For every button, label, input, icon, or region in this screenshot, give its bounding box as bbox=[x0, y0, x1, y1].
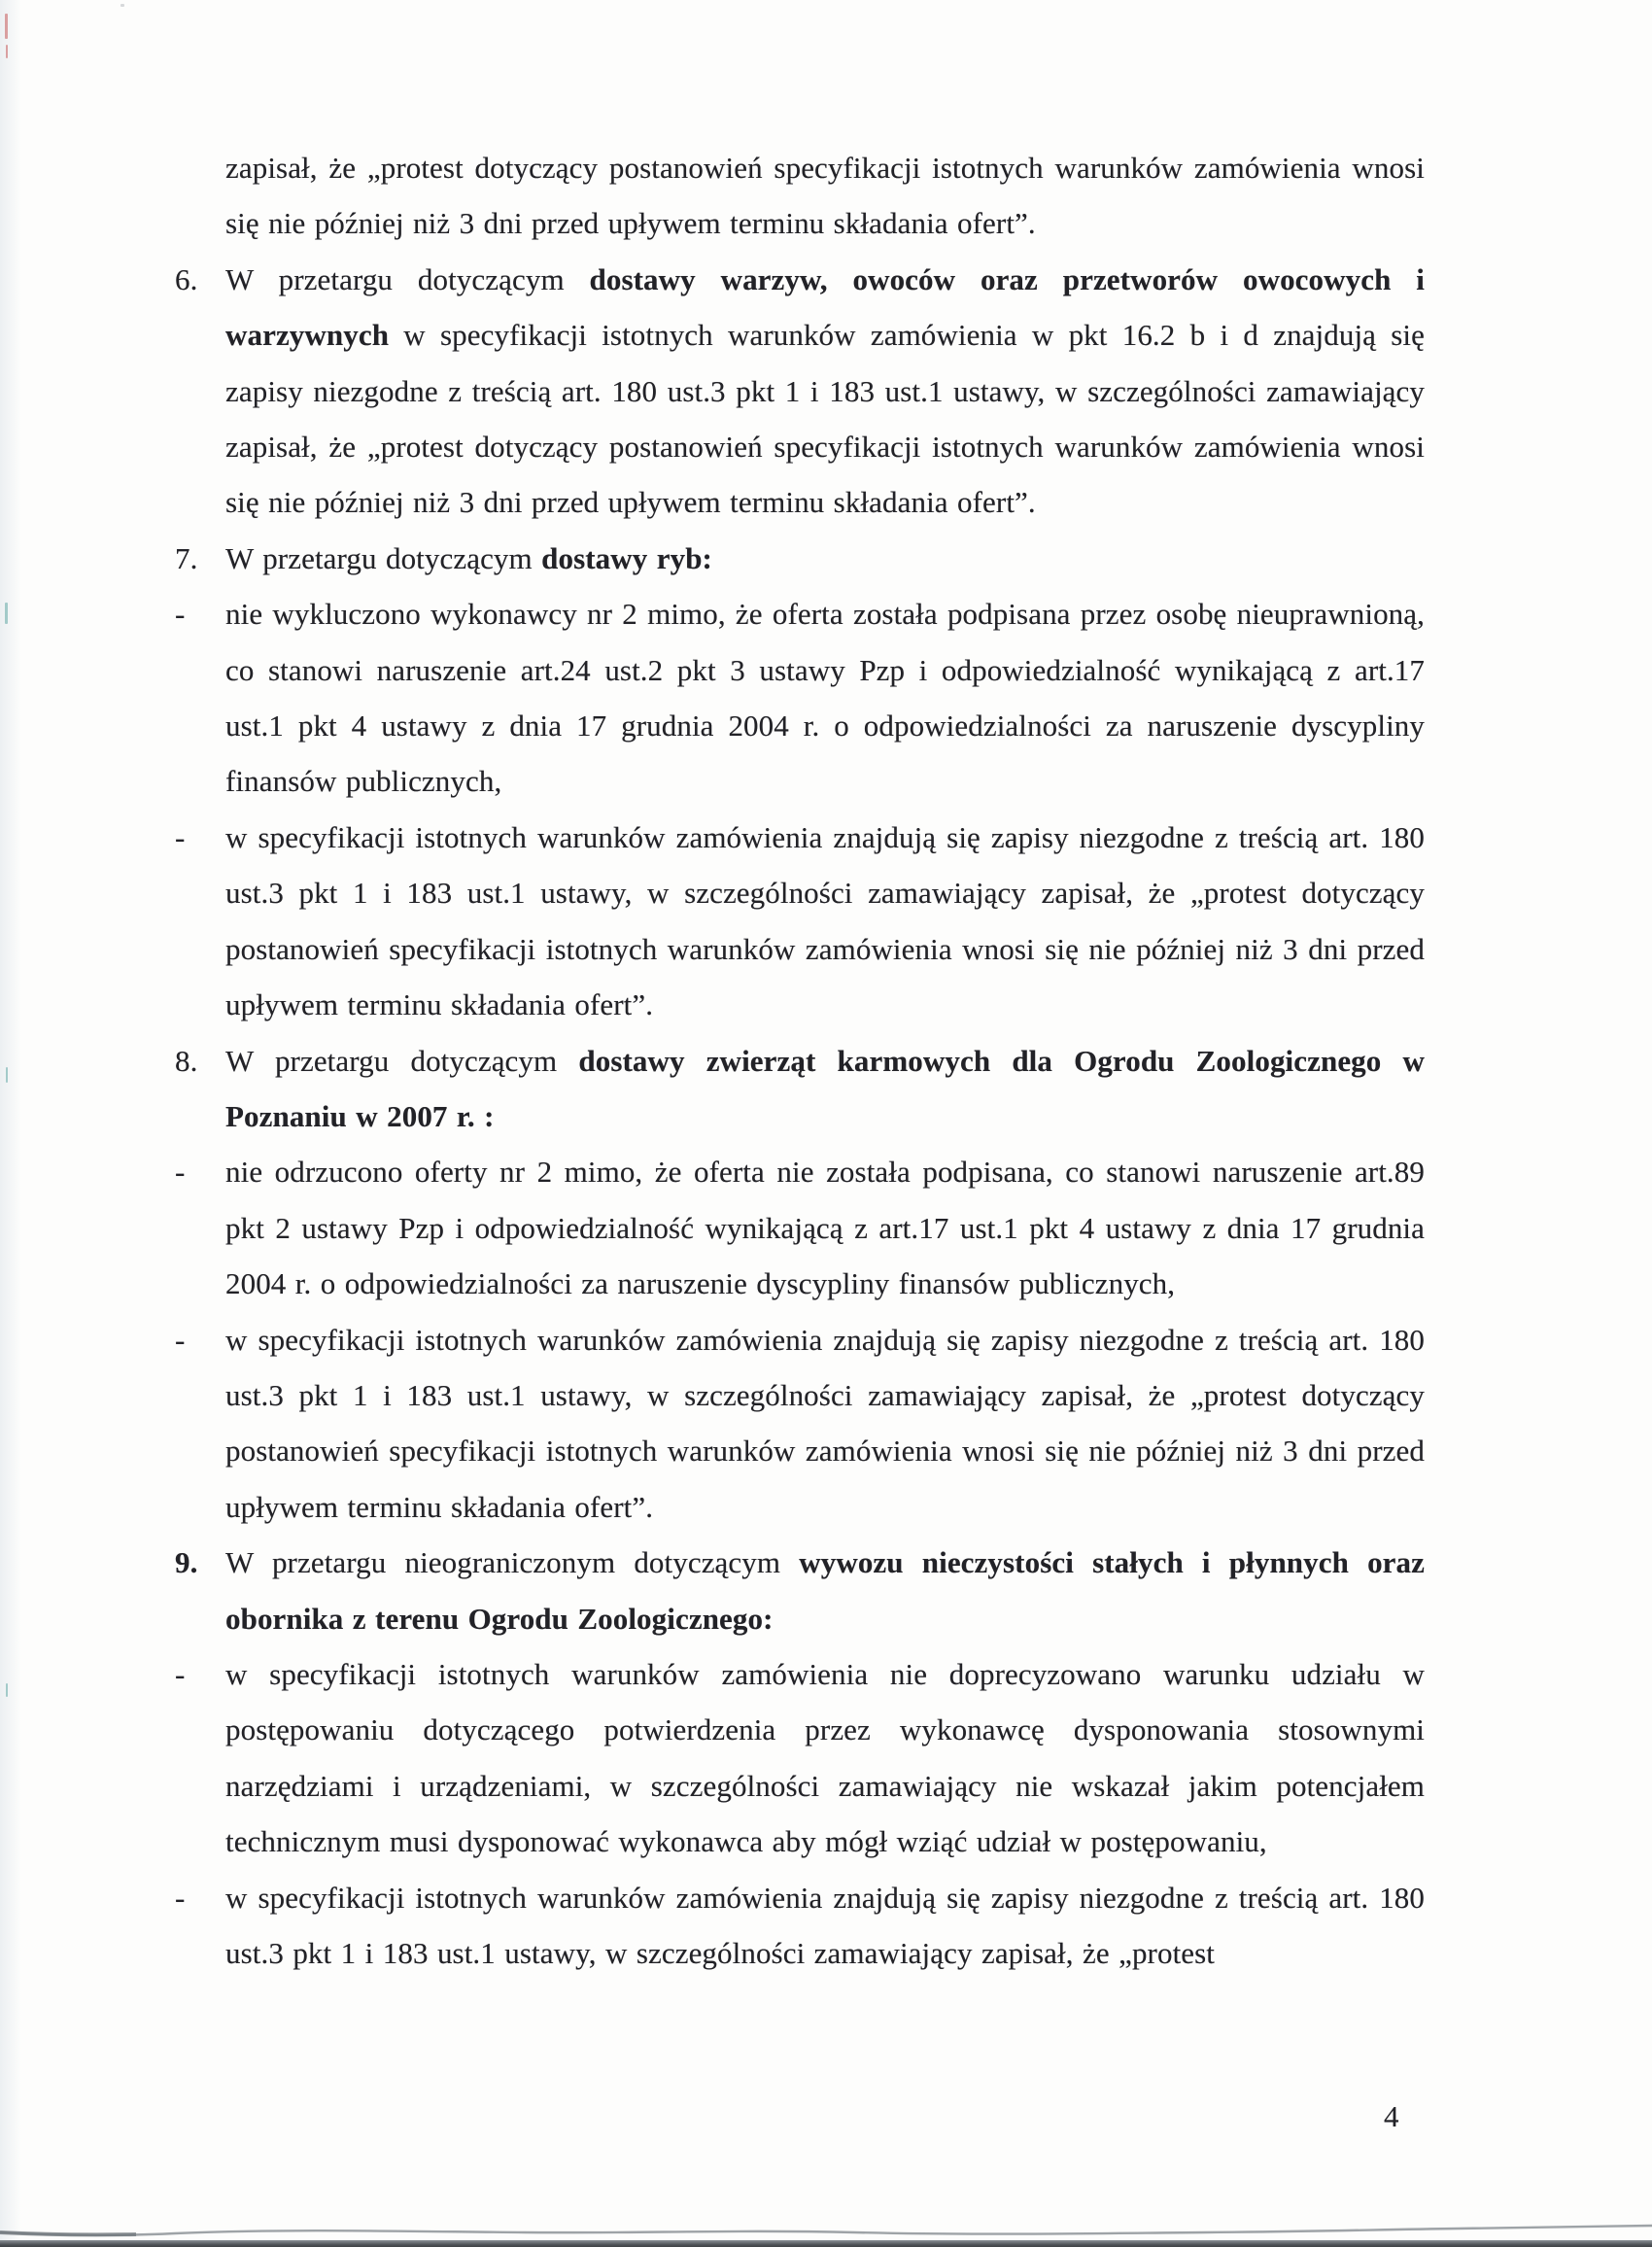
list-item-8 bbox=[175, 1033, 1426, 1145]
body-text: w specyfikacji istotnych warunków zamówienia znajdują się zapisy niezgodne z treścią art. 180 ust.3 pkt 1 i 183 ust.1 ustawy, w szczególności zamawiający zapisał, że „protest dotyczący postanowień specyfikacji istotnych warunków zamówienia wnosi się nie później niż 3 dni przed upływem terminu składania ofert”. bbox=[225, 819, 1425, 1022]
list-marker: 8. bbox=[175, 1043, 198, 1078]
body-text: w specyfikacji istotnych warunków zamówienia nie doprecyzowano warunku udziału w postępowaniu dotyczącego potwierdzenia przez wykonawcę dysponowania stosownymi narzędziami i urządzeniami, w szczególności zamawiający nie wskazał jakim potencjałem technicznym musi dysponować wykonawca aby mógł wziąć udział w postępowaniu, bbox=[225, 1656, 1425, 1859]
body-text: W przetargu dotyczącym bbox=[225, 1043, 579, 1078]
body-text: W przetargu dotyczącym bbox=[225, 261, 590, 296]
body-text: nie wykluczono wykonawcy nr 2 mimo, że oferta została podpisana przez osobę nieuprawnioną, co stanowi naruszenie art.24 ust.2 pkt 3 ustawy Pzp i odpowiedzialność wynikającą z art.17 ust.1 pkt 4 ustawy z dnia 17 grudnia 2004 r. o odpowiedzialności za naruszenie dyscypliny finansów publicznych, bbox=[225, 597, 1425, 799]
page-number: 4 bbox=[1384, 2099, 1399, 2133]
list-marker: - bbox=[175, 1656, 186, 1691]
list-marker: - bbox=[175, 819, 186, 854]
document-body bbox=[175, 140, 1426, 1981]
list-item-7 bbox=[175, 531, 1425, 586]
scan-noise-speck bbox=[6, 45, 8, 58]
bottom-page-edge bbox=[0, 2240, 1652, 2247]
scan-noise-speck bbox=[5, 603, 8, 624]
emphasized-text: dostawy ryb: bbox=[541, 540, 712, 575]
list-item-9 bbox=[175, 1535, 1425, 1646]
emphasized-text: wywozu nieczystości stałych i płynnych oraz obornika z terenu Ogrodu Zoologicznego: bbox=[225, 1545, 1425, 1636]
list-item-9-dash-1 bbox=[175, 1646, 1425, 1870]
list-item-6 bbox=[175, 252, 1425, 531]
bottom-scan-line bbox=[0, 2224, 1652, 2239]
list-item-9-dash-2 bbox=[175, 1870, 1425, 1982]
list-marker: - bbox=[175, 597, 186, 632]
scan-noise-speck bbox=[120, 4, 124, 7]
body-text: W przetargu dotyczącym bbox=[225, 540, 542, 575]
body-text: w specyfikacji istotnych warunków zamówienia znajdują się zapisy niezgodne z treścią art. 180 ust.3 pkt 1 i 183 ust.1 ustawy, w szczególności zamawiający zapisał, że „protest dotyczący postanowień specyfikacji istotnych warunków zamówienia wnosi się nie później niż 3 dni przed upływem terminu składania ofert”. bbox=[225, 1322, 1425, 1524]
left-edge-scan-shading bbox=[0, 0, 25, 2247]
list-item-7-dash-2 bbox=[175, 810, 1425, 1033]
list-marker: 7. bbox=[175, 540, 198, 575]
list-marker: - bbox=[175, 1155, 186, 1190]
body-text: w specyfikacji istotnych warunków zamówienia w pkt 16.2 b i d znajdują się zapisy niezgodne z treścią art. 180 ust.3 pkt 1 i 183 ust.1 ustawy, w szczególności zamawiający zapisał, że „protest dotyczący postanowień specyfikacji istotnych warunków zamówienia wnosi się nie później niż 3 dni przed upływem terminu składania ofert”. bbox=[225, 318, 1425, 520]
list-marker: 9. bbox=[175, 1545, 198, 1580]
scan-noise-speck bbox=[6, 1683, 8, 1697]
body-text: zapisał, że „protest dotyczący postanowień specyfikacji istotnych warunków zamówienia wnosi się nie później niż 3 dni przed upływem terminu składania ofert”. bbox=[225, 151, 1425, 241]
list-marker: - bbox=[175, 1322, 186, 1357]
list-marker: 6. bbox=[175, 261, 198, 296]
list-marker: - bbox=[175, 1880, 186, 1915]
paragraph-continuation bbox=[225, 140, 1425, 252]
body-text: nie odrzucono oferty nr 2 mimo, że oferta nie została podpisana, co stanowi naruszenie art.89 pkt 2 ustawy Pzp i odpowiedzialność wynikającą z art.17 ust.1 pkt 4 ustawy z dnia 17 grudnia 2004 r. o odpowiedzialności za naruszenie dyscypliny finansów publicznych, bbox=[225, 1155, 1425, 1301]
list-item-7-dash-1 bbox=[175, 586, 1425, 810]
scan-noise-speck bbox=[6, 1067, 8, 1083]
list-item-8-dash-2 bbox=[175, 1312, 1425, 1536]
body-text: W przetargu nieograniczonym dotyczącym bbox=[225, 1545, 800, 1580]
scan-noise-speck bbox=[5, 14, 8, 39]
emphasized-text: dostawy warzyw, owoców oraz przetworów owocowych i warzywnych bbox=[225, 261, 1425, 353]
body-text: w specyfikacji istotnych warunków zamówienia znajdują się zapisy niezgodne z treścią art. 180 ust.3 pkt 1 i 183 ust.1 ustawy, w szczególności zamawiający zapisał, że „protest bbox=[225, 1880, 1425, 1970]
emphasized-text: dostawy zwierząt karmowych dla Ogrodu Zoologicznego w Poznaniu w 2007 r. : bbox=[225, 1043, 1426, 1133]
list-item-8-dash-1 bbox=[175, 1144, 1425, 1311]
